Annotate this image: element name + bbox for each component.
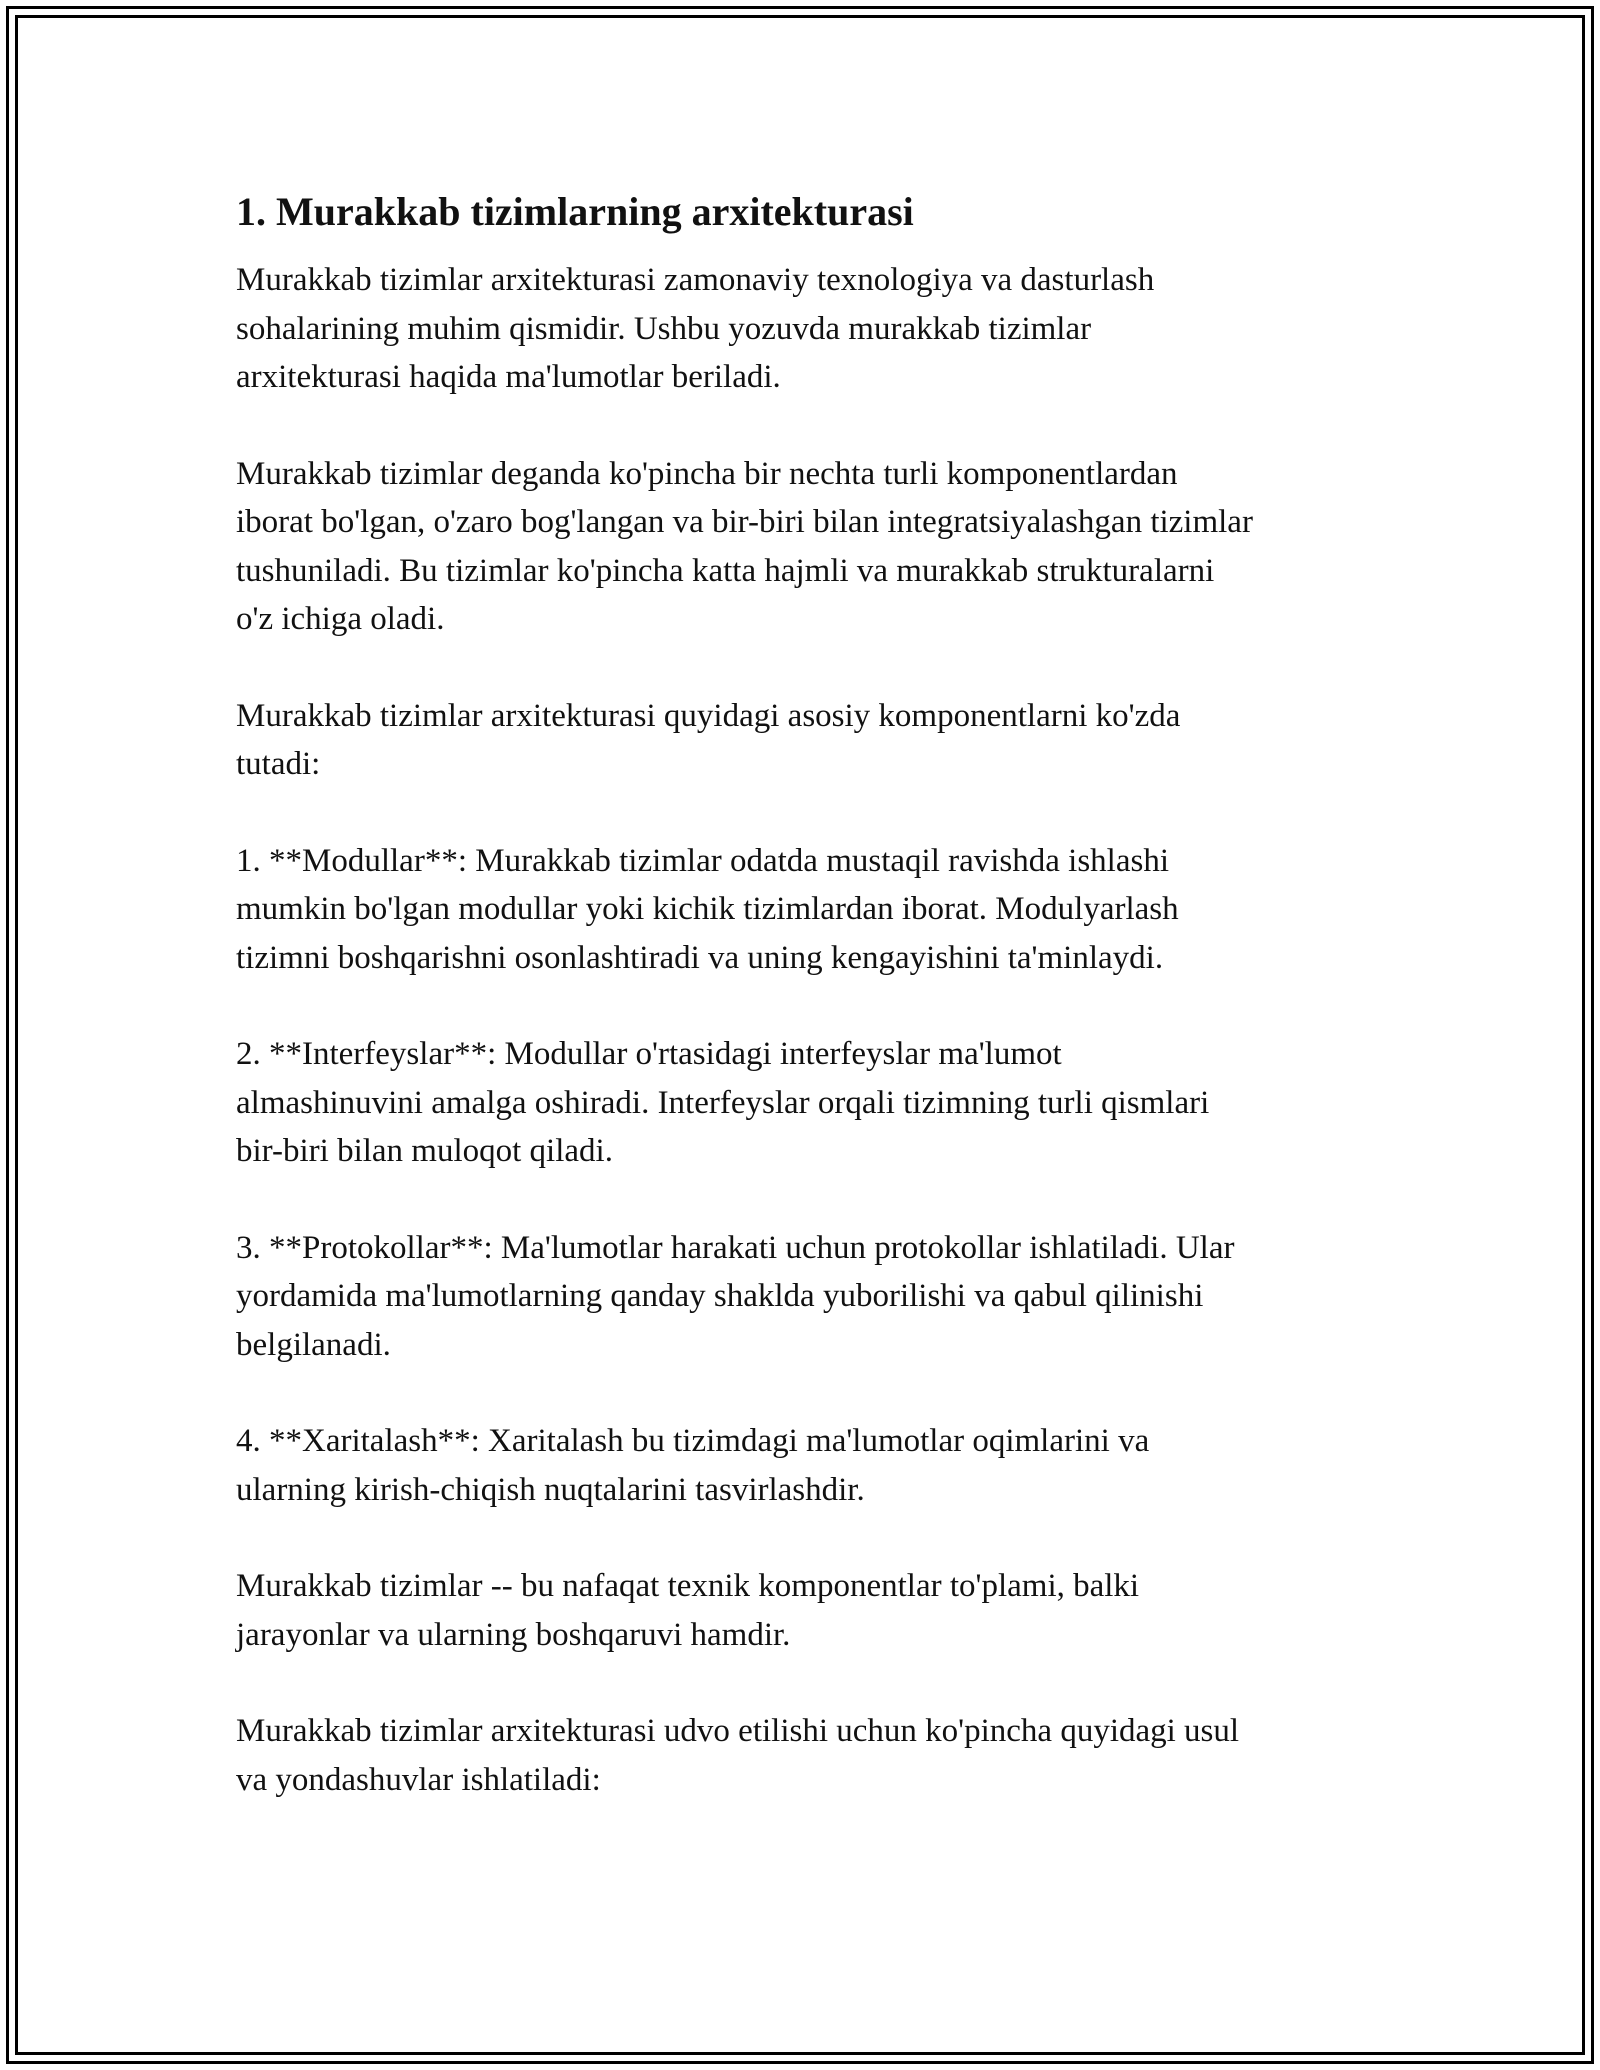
list-item-interfaces: 2. **Interfeyslar**: Modullar o'rtasidagi interfeyslar ma'lumot almashinuvini amalga oshiradi. Interfeyslar orqali tizimning turli qismlari bir-biri bilan muloqot qiladi. <box>236 1036 1210 1169</box>
paragraph-intro: Murakkab tizimlar arxitekturasi zamonaviy texnologiya va dasturlash sohalarining muhim qismidir. Ushbu yozuvda murakkab tizimlar arxitekturasi haqida ma'lumotlar beriladi. <box>236 262 1155 395</box>
list-item-mapping: 4. **Xaritalash**: Xaritalash bu tizimdagi ma'lumotlar oqimlarini va ularning kirish-chiqish nuqtalarini tasvirlashdir. <box>236 1423 1150 1508</box>
list-item-modules: 1. **Modullar**: Murakkab tizimlar odatda mustaqil ravishda ishlashi mumkin bo'lgan modullar yoki kichik tizimlardan iborat. Modulyarlash tizimni boshqarishni osonlashtiradi va uning kengayishini ta'minlaydi. <box>236 842 1179 976</box>
paragraph-components-intro: Murakkab tizimlar arxitekturasi quyidagi asosiy komponentlarni ko'zda tutadi: <box>236 697 1181 782</box>
list-item-protocols: 3. **Protokollar**: Ma'lumotlar harakati uchun protokollar ishlatiladi. Ular yordamida ma'lumotlarning qanday shaklda yuborilishi va qabul qilinishi belgilanadi. <box>236 1229 1235 1363</box>
section-heading: 1. Murakkab tizimlarning arxitekturasi <box>236 189 914 234</box>
paragraph-methods-intro: Murakkab tizimlar arxitekturasi udvo etilishi uchun ko'pincha quyidagi usul va yondashuvlar ishlatiladi: <box>236 1713 1240 1798</box>
document-body <box>236 186 1386 1852</box>
paragraph-definition: Murakkab tizimlar deganda ko'pincha bir nechta turli komponentlardan iborat bo'lgan, o'zaro bog'langan va bir-biri bilan integratsiyalashgan tizimlar tushuniladi. Bu tizimlar ko'pincha katta hajmli va murakkab strukturalarni o'z ichiga oladi. <box>236 455 1253 637</box>
paragraph-processes: Murakkab tizimlar -- bu nafaqat texnik komponentlar to'plami, balki jarayonlar va ularning boshqaruvi hamdir. <box>236 1568 1140 1653</box>
